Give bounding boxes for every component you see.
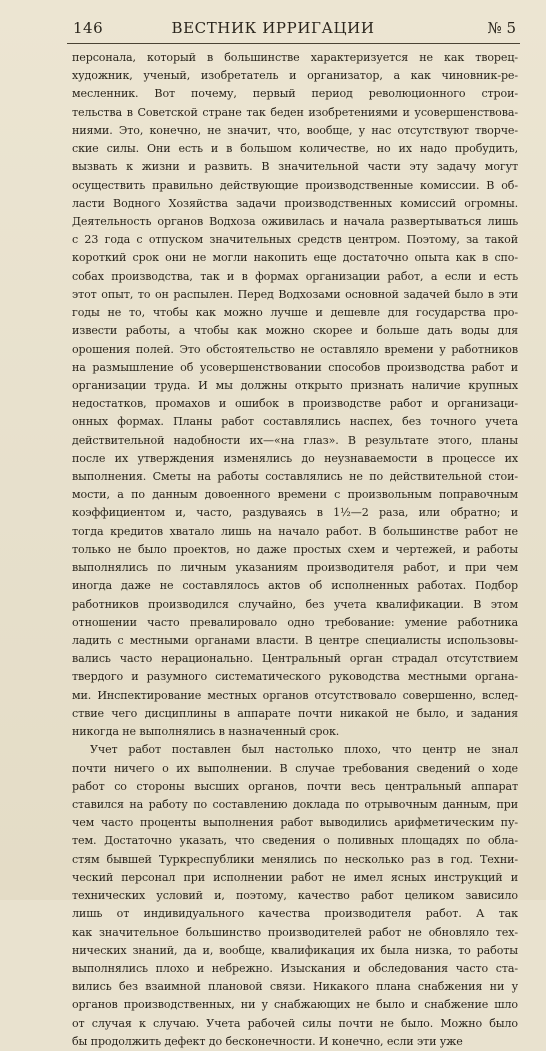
text-line: стям бывшей Туркреспублики менялись по несколько раз в год. Техни- xyxy=(72,852,518,866)
text-line: Деятельность органов Водхоза оживилась и начала развертываться лишь xyxy=(72,214,518,228)
text-line: годы не то, чтобы как можно лучше и дешевле для государства про- xyxy=(72,306,518,320)
text-line: осуществить правильно действующие производственные комиссии. В об- xyxy=(72,178,518,192)
text-line: ствие чего дисциплины в аппарате почти никакой не было, и задания xyxy=(72,706,518,720)
text-line: вались часто нерационально. Центральный орган страдал отсутствием xyxy=(72,652,518,666)
text-line: нических знаний, да и, вообще, квалификация их была низка, то работы xyxy=(72,943,518,957)
text-line: ческий персонал при исполнении работ не имел ясных инструкций и xyxy=(72,870,518,884)
text-line: ские силы. Они есть и в большом количестве, но их надо пробудить, xyxy=(72,142,518,156)
text-line: персонала, который в большинстве характеризуется не как творец- xyxy=(72,51,518,64)
text-line: чем часто проценты выполнения работ выводились арифметическим пу- xyxy=(72,816,518,830)
text-line: собах производства, так и в формах организации работ, а если и есть xyxy=(72,269,518,283)
text-line: бы продолжить дефект до бесконечности. И конечно, если эти уже xyxy=(72,1034,463,1048)
text-line: извести работы, а чтобы как можно скорее и больше дать воды для xyxy=(72,324,518,338)
text-line: после их утверждения изменялись до неузнаваемости в процессе их xyxy=(72,451,518,465)
text-line: тогда кредитов хватало лишь на начало работ. В большинстве работ не xyxy=(72,524,518,538)
text-line: ми. Инспектирование местных органов отсутствовало совершенно, вслед- xyxy=(72,688,518,702)
text-line: тельства в Советской стране так беден изобретениями и усовершенствова- xyxy=(72,105,518,119)
text-line: выполнялись плохо и небрежно. Изыскания и обследования часто ста- xyxy=(72,961,518,975)
text-line: лишь от индивидуального качества производителя работ. А так xyxy=(72,907,518,921)
text-line: с 23 года с отпуском значительных средств центром. Поэтому, за такой xyxy=(72,233,518,247)
issue-number: № 5 xyxy=(487,19,516,37)
text-line: онных формах. Планы работ составлялись наспех, без точного учета xyxy=(72,415,518,429)
journal-title: ВЕСТНИК ИРРИГАЦИИ xyxy=(171,19,375,37)
text-line: вились без взаимной плановой связи. Никакого плана снабжения ни у xyxy=(72,980,518,994)
text-line: почти ничего о их выполнении. В случае требования сведений о ходе xyxy=(72,761,518,775)
page-header xyxy=(0,0,546,40)
text-line: ладить с местными органами власти. В центре специалисты использовы- xyxy=(72,634,518,647)
text-line: вызвать к жизни и развить. В значительной части эту задачу могут xyxy=(72,160,518,174)
text-line: орошения полей. Это обстоятельство не оставляло времени у работников xyxy=(72,342,518,356)
text-line: отношении часто превалировало одно требование: умение работника xyxy=(72,615,518,629)
text-line: мости, а по данным довоенного времени с произвольным поправочным xyxy=(72,488,518,502)
text-line: работников производился случайно, без учета квалификации. В этом xyxy=(72,597,518,611)
text-line: твердого и разумного систематического руководства местными органа- xyxy=(72,670,518,684)
text-line: ставился на работу по составлению доклада по отрывочным данным, при xyxy=(72,797,518,811)
text-line: художник, ученый, изобретатель и организатор, а как чиновник-ре- xyxy=(72,69,518,83)
text-line: коэффициентом и, часто, раздуваясь в 1½—2 раза, или обратно; и xyxy=(72,506,518,520)
text-line: организации труда. И мы должны открыто признать наличие крупных xyxy=(72,378,518,392)
text-line: короткий срок они не могли накопить еще достаточно опыта как в спо- xyxy=(72,251,518,265)
text-line: от случая к случаю. Учета рабочей силы почти не было. Можно было xyxy=(72,1016,518,1030)
text-line: работ со стороны высших органов, почти весь центральный аппарат xyxy=(72,779,518,793)
text-line: действительной надобности их—«на глаз». В результате этого, планы xyxy=(72,433,518,447)
text-line: Учет работ поставлен был настолько плохо, что центр не знал xyxy=(90,743,518,757)
text-line: этот опыт, то он распылен. Перед Водхозами основной задачей было в эти xyxy=(72,287,518,301)
text-line: технических условий и, поэтому, качество работ целиком зависило xyxy=(72,889,518,903)
paragraph xyxy=(72,741,518,1051)
text-line: ниями. Это, конечно, не значит, что, вообще, у нас отсутствуют творче- xyxy=(72,123,518,137)
text-line: никогда не выполнялись в назначенный срок. xyxy=(72,725,340,739)
text-line: иногда даже не составлялось актов об исполненных работах. Подбор xyxy=(72,579,518,593)
text-line: выполнения. Сметы на работы составлялись не по действительной стои- xyxy=(72,470,518,484)
text-line: тем. Достаточно указать, что сведения о поливных площадях по обла- xyxy=(72,834,518,848)
page-number: 146 xyxy=(73,19,104,37)
text-line: на размышление об усовершенствовании способов производства работ и xyxy=(72,360,518,374)
paragraph xyxy=(72,49,518,741)
text-line: выполнялись по личным указаниям производителя работ, и при чем xyxy=(72,561,518,575)
text-line: ласти Водного Хозяйства задачи производственных комиссий огромны. xyxy=(72,196,518,210)
text-line: как значительное большинство производителей работ не обновляло тех- xyxy=(72,925,518,939)
header-rule xyxy=(67,43,520,44)
text-line: только не было проектов, но даже простых схем и чертежей, и работы xyxy=(72,542,518,556)
text-line: месленник. Вот почему, первый период революционного строи- xyxy=(72,87,518,101)
article-body xyxy=(72,49,518,1051)
text-line: недостатков, промахов и ошибок в производстве работ и организаци- xyxy=(72,397,518,411)
text-line: органов производственных, ни у снабжающих не было и снабжение шло xyxy=(72,998,518,1012)
